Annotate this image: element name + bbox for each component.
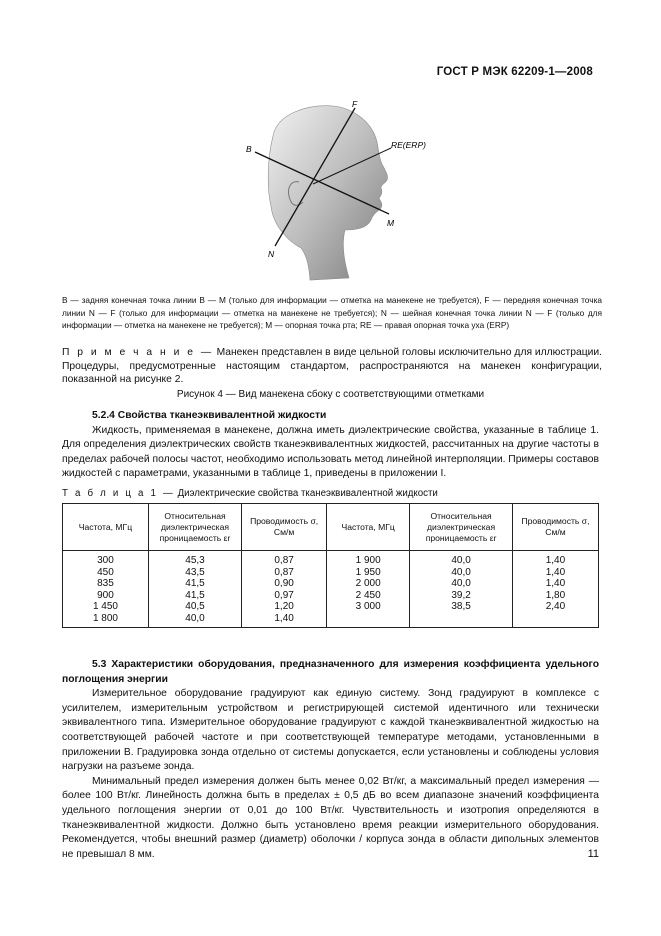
cell: 1 800 — [92, 612, 118, 624]
figure-legend: B — задняя конечная точка линии B — M (только для информации — отметка на манекене не требуется), F — передняя конечная точка линии N — F (только для информации — отметка на манекене не требуется); N — шейная конечная точка линии N — F (только для информации — отметка на манекене не требуется); M — опорная точка рта; RE — правая опорная точка уха (ERP) — [62, 295, 602, 330]
header-freq-right: Частота, МГц — [327, 504, 410, 551]
table-caption-label: Т а б л и ц а 1 — — [62, 488, 175, 499]
cell: 1 900 — [355, 555, 381, 566]
col-freq-right — [327, 551, 410, 628]
cell: 40,0 — [451, 578, 471, 590]
head-silhouette — [268, 106, 387, 280]
cell: 40,0 — [185, 612, 205, 624]
cell: 39,2 — [451, 589, 471, 601]
cell: 1 450 — [92, 601, 118, 613]
cell: 2,40 — [545, 601, 566, 613]
cell: 300 — [97, 555, 114, 566]
figure-caption: Рисунок 4 — Вид манекена сбоку с соответствующими отметками — [176, 389, 485, 400]
col-conductivity-right — [512, 551, 598, 628]
table-body-row — [63, 551, 599, 628]
col-conductivity-left — [242, 551, 327, 628]
cell: 2 000 — [355, 578, 381, 590]
cell: 835 — [97, 578, 114, 590]
section-5-3-para-2: Минимальный предел измерения должен быть менее 0,02 Вт/кг, а максимальный предел измерения — более 100 Вт/кг. Линейность должна быть в пределах ± 0,5 дБ во всем диапазоне значений коэффициента удельного поглощения энергии от 0,01 до 100 Вт/кг. Чувствительность и изотропия определяются в тканеэквивалентной жидкости. Должно быть установлено время реакции измерительного оборудования. Рекомендуется, чтобы внешний размер (диаметр) оболочки / корпуса зонда в области дипольных элементов не превышал 8 мм. — [62, 775, 599, 860]
cell: 38,5 — [451, 601, 471, 613]
col-permittivity-left — [148, 551, 241, 628]
cell: 1 950 — [355, 566, 381, 578]
cell: 40,0 — [451, 555, 471, 566]
cell: 1,40 — [545, 555, 566, 566]
cell: 40,0 — [451, 566, 471, 578]
cell: 450 — [97, 566, 114, 578]
section-5-2-4-heading: 5.2.4 Свойства тканеэквивалентной жидкости — [92, 410, 327, 421]
header-conductivity-right: Проводимость σ, См/м — [512, 504, 598, 551]
cell: 43,5 — [185, 566, 205, 578]
page-number: 11 — [587, 848, 599, 860]
label-m: M — [387, 218, 395, 228]
cell: 1,20 — [274, 601, 294, 613]
header-permittivity-left: Относительная диэлектрическая проницаемость εr — [148, 504, 241, 551]
dielectric-properties-table — [62, 503, 599, 628]
label-re-erp: RE(ERP) — [391, 140, 426, 150]
cell: 0,90 — [274, 578, 294, 590]
cell: 900 — [97, 589, 114, 601]
section-5-3-para-1: Измерительное оборудование градуируют как единую систему. Зонд градуируют в комплексе с усилителем, измерительным устройством и регистрирующей системой идентичного или технически эквивалентного типа. Измерительное оборудование градуируют с каждой тканеэквивалентной жидкостью на соответствующей рабочей частоте и при соответствующей температуре методами, установленными в приложении B. Градуировка зонда отдельно от системы допускается, если установлены и соблюдены условия нагрузки на разъеме зонда. — [62, 688, 599, 773]
col-freq-left — [63, 551, 149, 628]
cell: 1,40 — [545, 578, 566, 590]
cell: 0,97 — [274, 589, 294, 601]
cell: 45,3 — [185, 555, 205, 566]
cell: 2 450 — [355, 589, 381, 601]
label-f: F — [352, 99, 358, 109]
cell: 3 000 — [355, 601, 381, 613]
cell: 1,40 — [274, 612, 294, 624]
label-n: N — [268, 249, 275, 259]
label-b: B — [246, 144, 252, 154]
section-5-2-4 — [62, 409, 599, 482]
cell: 41,5 — [185, 578, 205, 590]
cell: 0,87 — [274, 566, 294, 578]
section-5-3 — [62, 658, 599, 862]
header-permittivity-right: Относительная диэлектрическая проницаемость εr — [410, 504, 513, 551]
cell: 41,5 — [185, 589, 205, 601]
note-label: П р и м е ч а н и е — — [62, 347, 214, 358]
section-5-2-4-text: Жидкость, применяемая в манекене, должна иметь диэлектрические свойства, указанные в таблице 1. Для определения диэлектрических свойств тканеэквивалентных жидкостей, рассчитанных на другие частоты в пределах рабочей полосы частот, необходимо использовать метод линейной интерполяции. Примеры составов жидкостей с параметрами, указанными в таблице 1, приведены в приложении I. — [62, 424, 599, 480]
figure-note — [62, 346, 602, 387]
table-caption-text: Диэлектрические свойства тканеэквивалентной жидкости — [177, 488, 438, 499]
header-conductivity-left: Проводимость σ, См/м — [242, 504, 327, 551]
header-freq-left: Частота, МГц — [63, 504, 149, 551]
cell: 1,40 — [545, 566, 566, 578]
dummy-head-figure — [215, 96, 455, 286]
table-header-row — [63, 504, 599, 551]
cell: 0,87 — [274, 555, 294, 566]
cell: 1,80 — [545, 589, 566, 601]
section-5-3-heading: 5.3 Характеристики оборудования, предназначенного для измерения коэффициента удельного поглощения энергии — [62, 659, 599, 685]
table-caption — [62, 488, 438, 499]
cell: 40,5 — [185, 601, 205, 613]
note-text: Манекен представлен в виде цельной головы исключительно для иллюстрации. Процедуры, предусмотренные настоящим стандартом, распространяются на манекен конфигурации, показанной на рисунке 2. — [62, 347, 602, 386]
col-permittivity-right — [410, 551, 513, 628]
document-header: ГОСТ Р МЭК 62209-1—2008 — [436, 66, 593, 78]
